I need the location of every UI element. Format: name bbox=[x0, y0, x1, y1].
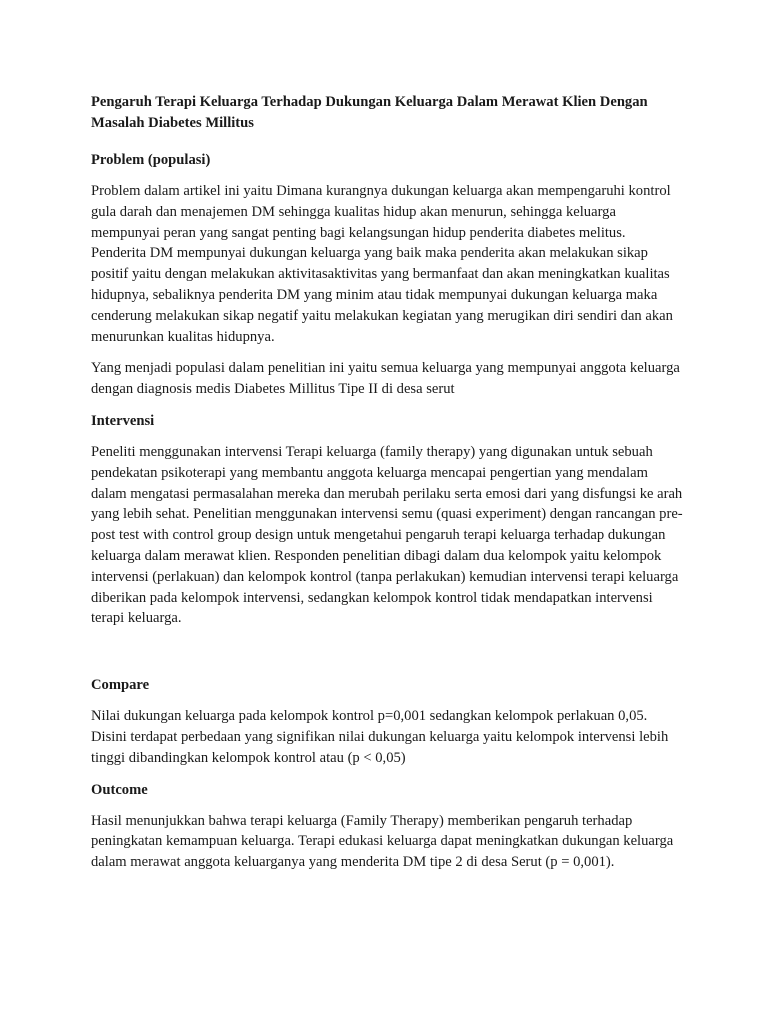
section-spacer bbox=[91, 640, 683, 675]
compare-heading: Compare bbox=[91, 677, 150, 694]
problem-paragraph-2: Yang menjadi populasi dalam penelitian ini yaitu semua keluarga yang mempunyai anggota keluarga dengan diagnosis medis Diabetes Millitus Tipe II di desa serut bbox=[91, 360, 680, 398]
problem-heading: Problem (populasi) bbox=[91, 152, 211, 168]
outcome-paragraph-1: Hasil menunjukkan bahwa terapi keluarga (Family Therapy) memberikan pengaruh terhadap peningkatan kemampuan keluarga. Terapi edukasi keluarga dapat meningkatkan dukungan keluarga dalam merawat anggota keluarganya yang menderita DM tipe 2 di desa Serut (p = 0,001). bbox=[91, 812, 674, 871]
intervensi-heading: Intervensi bbox=[91, 412, 155, 429]
problem-paragraph-1: Problem dalam artikel ini yaitu Dimana kurangnya dukungan keluarga akan mempengaruhi kontrol gula darah dan menajemen DM sehingga kualitas hidup akan menurun, sehingga keluarga mempunyai peran yang sangat penting bagi kelangsungan hidup penderita diabetes melitus. Penderita DM mempunyai dukungan keluarga yang baik maka penderita akan melakukan sikap positif yaitu dengan melakukan aktivitasaktivitas yang bermanfaat dan akan meningkatkan kualitas hidupnya, sebaliknya penderita DM yang minim atau tidak mempunyai dukungan keluarga maka cenderung melakukan sikap negatif yaitu melakukan kegiatan yang merugikan diri sendiri dan akan menurunkan kualitas hidupnya. bbox=[91, 183, 673, 345]
document-page bbox=[91, 92, 683, 884]
compare-paragraph-1: Nilai dukungan keluarga pada kelompok kontrol p=0,001 sedangkan kelompok perlakuan 0,05. Disini terdapat perbedaan yang signifikan nilai dukungan keluarga yaitu kelompok intervensi lebih tinggi dibandingkan kelompok kontrol atau (p < 0,05) bbox=[91, 708, 669, 766]
document-title: Pengaruh Terapi Keluarga Terhadap Dukungan Keluarga Dalam Merawat Klien Dengan Masalah Diabetes Millitus bbox=[91, 94, 648, 131]
outcome-heading: Outcome bbox=[91, 781, 148, 798]
intervensi-paragraph-1: Peneliti menggunakan intervensi Terapi keluarga (family therapy) yang digunakan untuk sebuah pendekatan psikoterapi yang membantu anggota keluarga mencapai pengertian yang mendalam dalam mengatasi permasalahan mereka dan merubah perilaku serta emosi dari yang disfungsi ke arah yang lebih sehat. Penelitian menggunakan intervensi semu (quasi experiment) dengan rancangan pre-post test with control group design untuk mengetahui pengaruh terapi keluarga terhadap dukungan keluarga dalam merawat klien. Responden penelitian dibagi dalam dua kelompok yaitu kelompok intervensi (perlakuan) dan kelompok kontrol (tanpa perlakukan) kemudian intervensi terapi keluarga diberikan pada kelompok intervensi, sedangkan kelompok kontrol tidak mendapatkan intervensi terapi keluarga. bbox=[91, 443, 683, 627]
